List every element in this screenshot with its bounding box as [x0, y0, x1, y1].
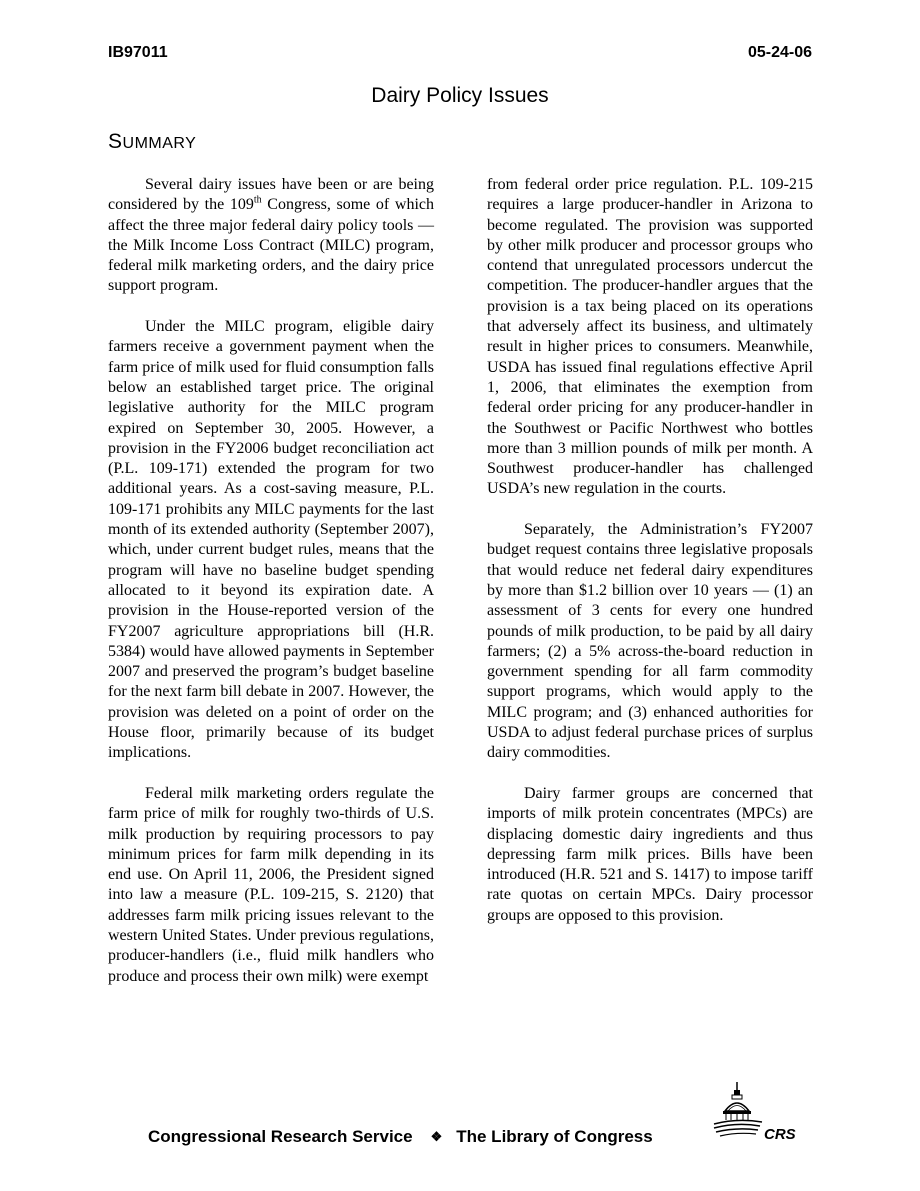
- section-heading: [108, 130, 196, 154]
- footer-org: Congressional Research Service: [148, 1127, 413, 1146]
- footer-library: The Library of Congress: [456, 1127, 653, 1146]
- footer-separator: ❖: [430, 1129, 443, 1144]
- paragraph-text: Several dairy issues have been or are being considered by the 109: [108, 176, 434, 214]
- paragraph: Under the MILC program, eligible dairy farmers receive a government payment when the farm price of milk used for fluid consumption falls below an established target price. The original legislative authority for the MILC program expired on September 30, 2005. However, a provision in the FY2006 budget reconciliation act (P.L. 109-171) extended the program for two additional years. As a cost-saving measure, P.L. 109-171 prohibits any MILC payments for the last month of its extended authority (September 2007), which, under current budget rules, means that the program will have no baseline budget spending allocated to it beyond its expiration date. A provision in the House-reported version of the FY2007 agriculture appropriations bill (H.R. 5384) would have allowed payments in September 2007 and preserved the program’s budget baseline for the next farm bill debate in 2007. However, the provision was deleted on a point of order on the House floor, primarily because of its budget implications.: [108, 318, 434, 762]
- paragraph: [108, 175, 434, 297]
- paragraph: from federal order price regulation. P.L. 109-215 requires a large producer-handler in Arizona to become regulated. The provision was supported by other milk producer and processor groups who contend that unregulated processors undercut the competition. The producer-handler argues that the provision is a tax being placed on its operations that adversely affect its business, and ultimately result in higher prices to consumers. Meanwhile, USDA has issued final regulations effective April 1, 2006, that eliminates the exemption from federal order pricing for any producer-handler in the Southwest or Pacific Northwest who bottles more than 3 million pounds of milk per month. A Southwest producer-handler has challenged USDA’s new regulation in the courts.: [487, 176, 813, 498]
- crs-logo-text: CRS: [764, 1126, 796, 1143]
- page-title: Dairy Policy Issues: [371, 84, 549, 107]
- paragraph: Separately, the Administration’s FY2007 budget request contains three legislative proposals that would reduce net federal dairy expenditures by more than $1.2 billion over 10 years — (1) an assessment of 3 cents for every one hundred pounds of milk production, to be paid by all dairy farmers; (2) a 5% across-the-board reduction in government spending for all farm commodity support programs, which would apply to the MILC program; and (3) enhanced authorities for USDA to adjust federal purchase prices of surplus dairy commodities.: [487, 521, 813, 762]
- paragraph: Federal milk marketing orders regulate the farm price of milk for roughly two-thirds of U.S. milk production by requiring processors to pay minimum prices for farm milk depending in its end use. On April 11, 2006, the President signed into law a measure (P.L. 109-215, S. 2120) that addresses farm milk pricing issues relevant to the western United States. Under previous regulations, producer-handlers (i.e., fluid milk handlers who produce and process their own milk) were exempt: [108, 784, 434, 985]
- left-column: [108, 175, 434, 1007]
- section-heading-initial: S: [108, 130, 123, 153]
- paragraph: Dairy farmer groups are concerned that imports of milk protein concentrates (MPCs) are displacing domestic dairy ingredients and thus depressing farm milk prices. Bills have been introduced (H.R. 521 and S. 1417) to impose tariff rate quotas on certain MPCs. Dairy processor groups are opposed to this provision.: [487, 784, 813, 924]
- section-heading-rest: UMMARY: [122, 135, 197, 152]
- right-column: [487, 175, 813, 946]
- document-id: IB97011: [108, 44, 168, 61]
- paragraph-text: Congress, some of which affect the three major federal dairy policy tools — the Milk Income Loss Contract (MILC) program, federal milk marketing orders, and the dairy price support program.: [108, 196, 434, 295]
- superscript: th: [253, 194, 262, 206]
- document-date: 05-24-06: [747, 44, 812, 61]
- footer: [148, 1127, 653, 1147]
- capitol-dome-icon: [712, 1080, 812, 1150]
